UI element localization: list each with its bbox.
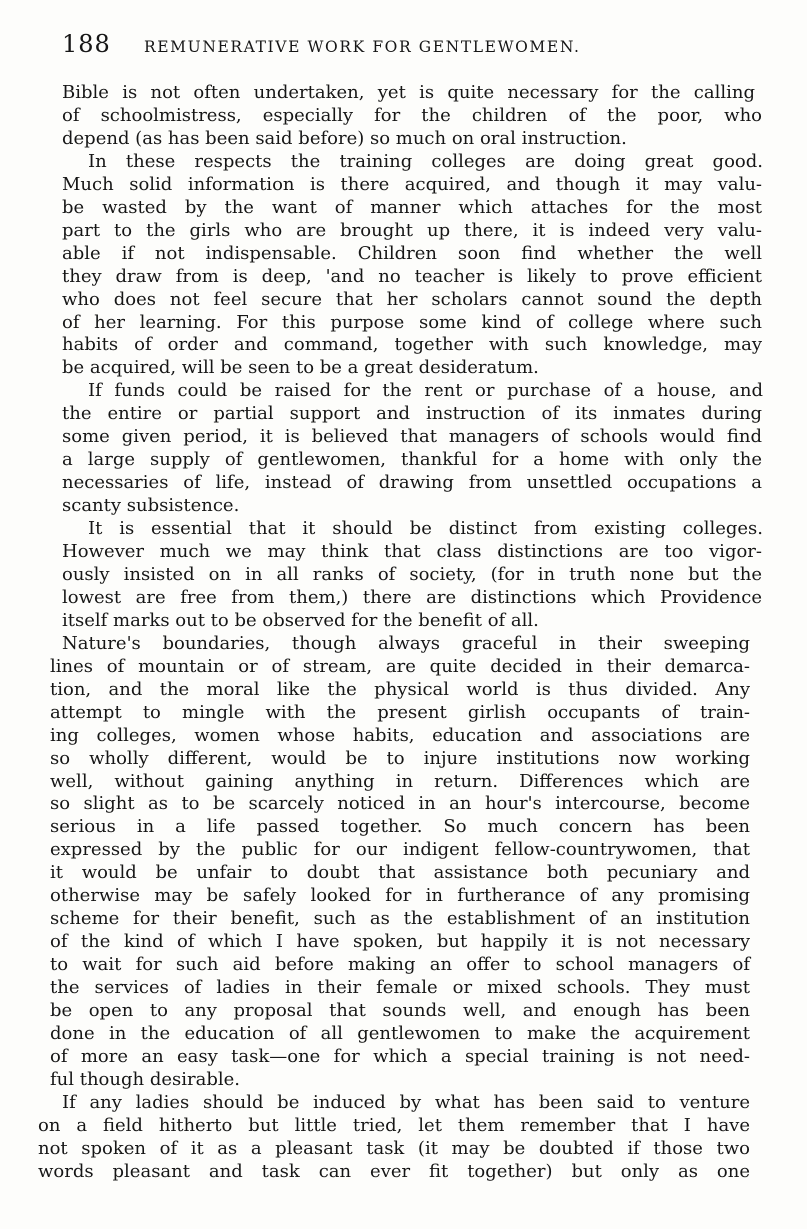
- text-line: so wholly different, would be to injure institutions now working: [50, 747, 750, 769]
- text-line: part to the girls who are brought up there, it is indeed very valu-: [62, 219, 762, 241]
- text-line: able if not indispensable. Children soon find whether the well: [62, 242, 762, 264]
- text-line: so slight as to be scarcely noticed in an hour's intercourse, become: [50, 793, 750, 815]
- text-line: the services of ladies in their female or mixed schools. They must: [50, 977, 750, 999]
- text-line: some given period, it is believed that managers of schools would find: [62, 426, 762, 448]
- text-line: the entire or partial support and instruction of its inmates during: [62, 403, 762, 425]
- text-line: Much solid information is there acquired, and though it may valu-: [62, 173, 762, 195]
- text-line: of schoolmistress, especially for the children of the poor, who: [62, 104, 762, 126]
- text-line: ously insisted on in all ranks of society, (for in truth none but the: [62, 563, 762, 585]
- text-line: serious in a life passed together. So much concern has been: [50, 816, 750, 838]
- text-line: ful though desirable.: [50, 1068, 240, 1090]
- text-line: depend (as has been said before) so much on oral instruction.: [62, 127, 627, 149]
- text-line: ing colleges, women whose habits, education and associations are: [50, 724, 750, 746]
- text-line: of her learning. For this purpose some kind of college where such: [62, 311, 762, 333]
- text-line: a large supply of gentlewomen, thankful for a home with only the: [62, 449, 762, 471]
- text-line: If funds could be raised for the rent or purchase of a house, and: [88, 380, 763, 402]
- text-line: lowest are free from them,) there are distinctions which Providence: [62, 586, 762, 608]
- text-line: Bible is not often undertaken, yet is quite necessary for the calling: [62, 82, 755, 103]
- text-line: well, without gaining anything in return. Differences which are: [50, 770, 750, 792]
- text-line: of more an easy task—one for which a special training is not need-: [50, 1045, 750, 1067]
- text-line: scanty subsistence.: [62, 495, 240, 517]
- text-line: habits of order and command, together with such knowledge, may: [62, 334, 762, 356]
- text-line: on a field hitherto but little tried, let them remember that I have: [38, 1114, 750, 1136]
- text-line: If any ladies should be induced by what has been said to venture: [62, 1091, 750, 1113]
- text-line: not spoken of it as a pleasant task (it may be doubted if those two: [38, 1137, 750, 1159]
- text-line: scheme for their benefit, such as the establishment of an institution: [50, 908, 750, 930]
- text-line: done in the education of all gentlewomen to make the acquirement: [50, 1022, 750, 1044]
- text-line: expressed by the public for our indigent fellow-countrywomen, that: [50, 839, 750, 861]
- running-title: REMUNERATIVE WORK FOR GENTLEWOMEN.: [144, 38, 581, 56]
- text-line: lines of mountain or of stream, are quite decided in their demarca-: [50, 655, 750, 677]
- text-line: it would be unfair to doubt that assistance both pecuniary and: [50, 862, 750, 884]
- text-line: be wasted by the want of manner which attaches for the most: [62, 196, 762, 218]
- text-line: be open to any proposal that sounds well, and enough has been: [50, 1000, 750, 1021]
- text-line: However much we may think that class distinctions are too vigor-: [62, 541, 762, 562]
- text-line: Nature's boundaries, though always graceful in their sweeping: [62, 632, 750, 654]
- page-number: 188: [62, 30, 111, 58]
- text-line: to wait for such aid before making an offer to school managers of: [50, 954, 750, 976]
- text-line: words pleasant and task can ever fit together) but only as one: [38, 1160, 750, 1182]
- text-line: they draw from is deep, 'and no teacher is likely to prove efficient: [62, 265, 762, 287]
- text-line: itself marks out to be observed for the benefit of all.: [62, 609, 539, 631]
- text-line: be acquired, will be seen to be a great desideratum.: [62, 357, 539, 379]
- text-line: otherwise may be safely looked for in furtherance of any promising: [50, 885, 750, 907]
- text-line: who does not feel secure that her scholars cannot sound the depth: [62, 288, 762, 310]
- text-line: attempt to mingle with the present girlish occupants of train-: [50, 701, 750, 723]
- text-line: It is essential that it should be distinct from existing colleges.: [88, 518, 763, 540]
- text-line: In these respects the training colleges are doing great good.: [88, 150, 763, 172]
- text-line: necessaries of life, instead of drawing from unsettled occupations a: [62, 472, 762, 494]
- text-line: tion, and the moral like the physical world is thus divided. Any: [50, 678, 750, 700]
- text-line: of the kind of which I have spoken, but happily it is not necessary: [50, 931, 750, 953]
